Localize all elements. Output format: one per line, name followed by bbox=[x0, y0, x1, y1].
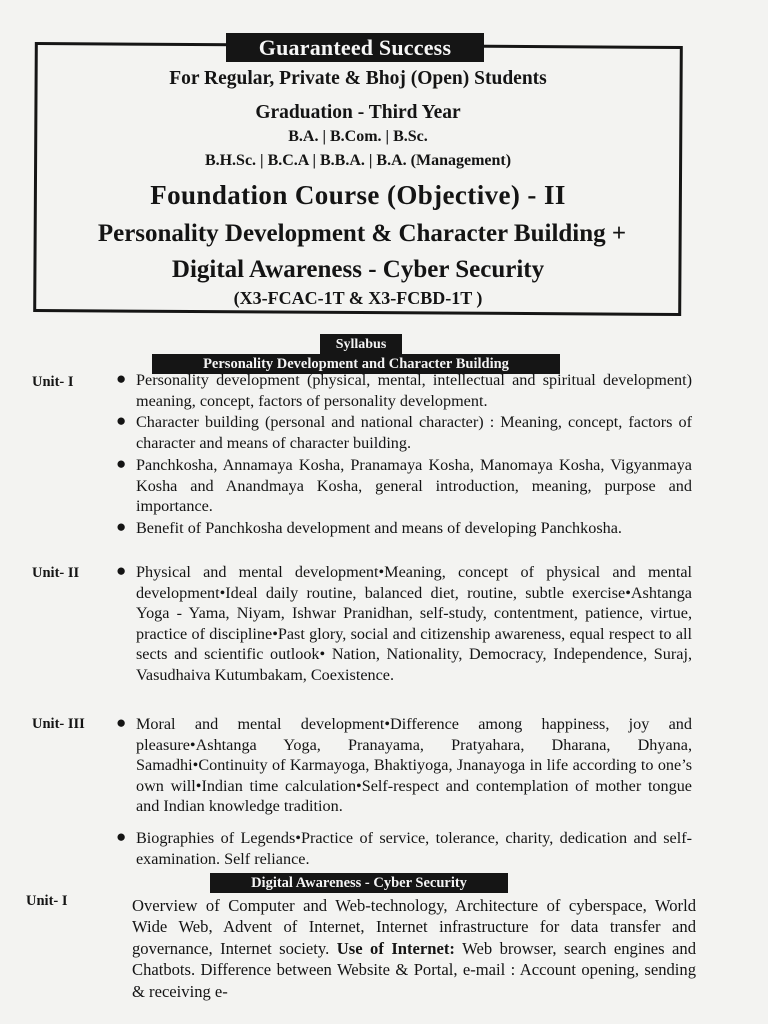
degrees-line-1: B.A. | B.Com. | B.Sc. bbox=[288, 128, 428, 145]
graduation-line: Graduation - Third Year bbox=[255, 102, 461, 123]
bullet-icon: ● bbox=[116, 827, 127, 846]
bullet-icon: ● bbox=[116, 369, 127, 388]
course-codes: (X3-FCAC-1T & X3-FCBD-1T ) bbox=[233, 288, 483, 308]
unit-label: Unit- II bbox=[32, 565, 80, 581]
course-subtitle-1: Personality Development & Character Building + bbox=[97, 220, 627, 247]
section-heading-cyber-security: Digital Awareness - Cyber Security bbox=[210, 873, 508, 893]
bullet-icon: ● bbox=[116, 713, 127, 732]
unit-label: Unit- I bbox=[26, 893, 68, 909]
syllabus-item: Personality development (physical, mental, intellectual and spiritual development) meaning, concept, factors of personality development. bbox=[136, 371, 692, 410]
guaranteed-success-badge: Guaranteed Success bbox=[226, 33, 484, 62]
syllabus-item: Moral and mental development•Difference among happiness, joy and pleasure•Ashtanga Yoga, Pranayama, Pratyahara, Dharana, Dhyana, Samadhi•Continuity of Karmayoga, Bhaktiyoga, Jnanayoga in life according to one’s own will•Indian time calculation•Self-respect and contemplation of mother tongue and Indian knowledge tradition. bbox=[136, 715, 692, 816]
course-title: Foundation Course (Objective) - II bbox=[150, 180, 566, 210]
paragraph-text: Overview of Computer and Web-technology, Architecture of cyberspace, World Wide Web, Advent of Internet, Internet infrastructure for data transfer and governance, Internet society. bbox=[132, 896, 696, 958]
course-subtitle-2: Digital Awareness - Cyber Security bbox=[171, 256, 545, 283]
students-line: For Regular, Private & Bhoj (Open) Students bbox=[169, 68, 547, 89]
bullet-icon: ● bbox=[116, 454, 127, 473]
bullet-icon: ● bbox=[116, 561, 127, 580]
syllabus-item: Biographies of Legends•Practice of service, tolerance, charity, dedication and self-examination. Self reliance. bbox=[136, 829, 692, 868]
section-heading-personality: Personality Development and Character Building bbox=[152, 354, 560, 374]
bullet-icon: ● bbox=[116, 517, 127, 536]
syllabus-item: Benefit of Panchkosha development and means of developing Panchkosha. bbox=[136, 519, 622, 537]
syllabus-heading: Syllabus bbox=[320, 334, 402, 355]
use-of-internet-heading: Use of Internet: bbox=[336, 938, 455, 958]
syllabus-item: Character building (personal and national character) : Meaning, concept, factors of character and means of character building. bbox=[136, 413, 692, 452]
unit-label: Unit- I bbox=[32, 374, 74, 390]
syllabus-item: Panchkosha, Annamaya Kosha, Pranamaya Kosha, Manomaya Kosha, Vigyanmaya Kosha and Anandmaya Kosha, general introduction, meaning, purpose and importance. bbox=[136, 456, 692, 516]
paragraph-text: Web browser, search engines and Chatbots. Difference between Website & Portal, e-mail : Account opening, sending & receiving e- bbox=[132, 938, 697, 1001]
unit-label: Unit- III bbox=[32, 716, 85, 732]
syllabus-paragraph bbox=[132, 895, 696, 1002]
syllabus-item: Physical and mental development•Meaning, concept of physical and mental development•Ideal daily routine, balanced diet, routine, subtle exercise•Ashtanga Yoga - Yama, Niyam, Ishwar Pranidhan, self-study, contentment, patience, virtue, practice of discipline•Past glory, social and citizenship awareness, equal respect to all sects and scientific outlook• Nation, Nationality, Democracy, Independence, Suraj, Vasudhaiva Kutumbakam, Coexistence. bbox=[136, 563, 692, 684]
degrees-line-2: B.H.Sc. | B.C.A | B.B.A. | B.A. (Management) bbox=[204, 152, 512, 169]
bullet-icon: ● bbox=[116, 411, 127, 430]
